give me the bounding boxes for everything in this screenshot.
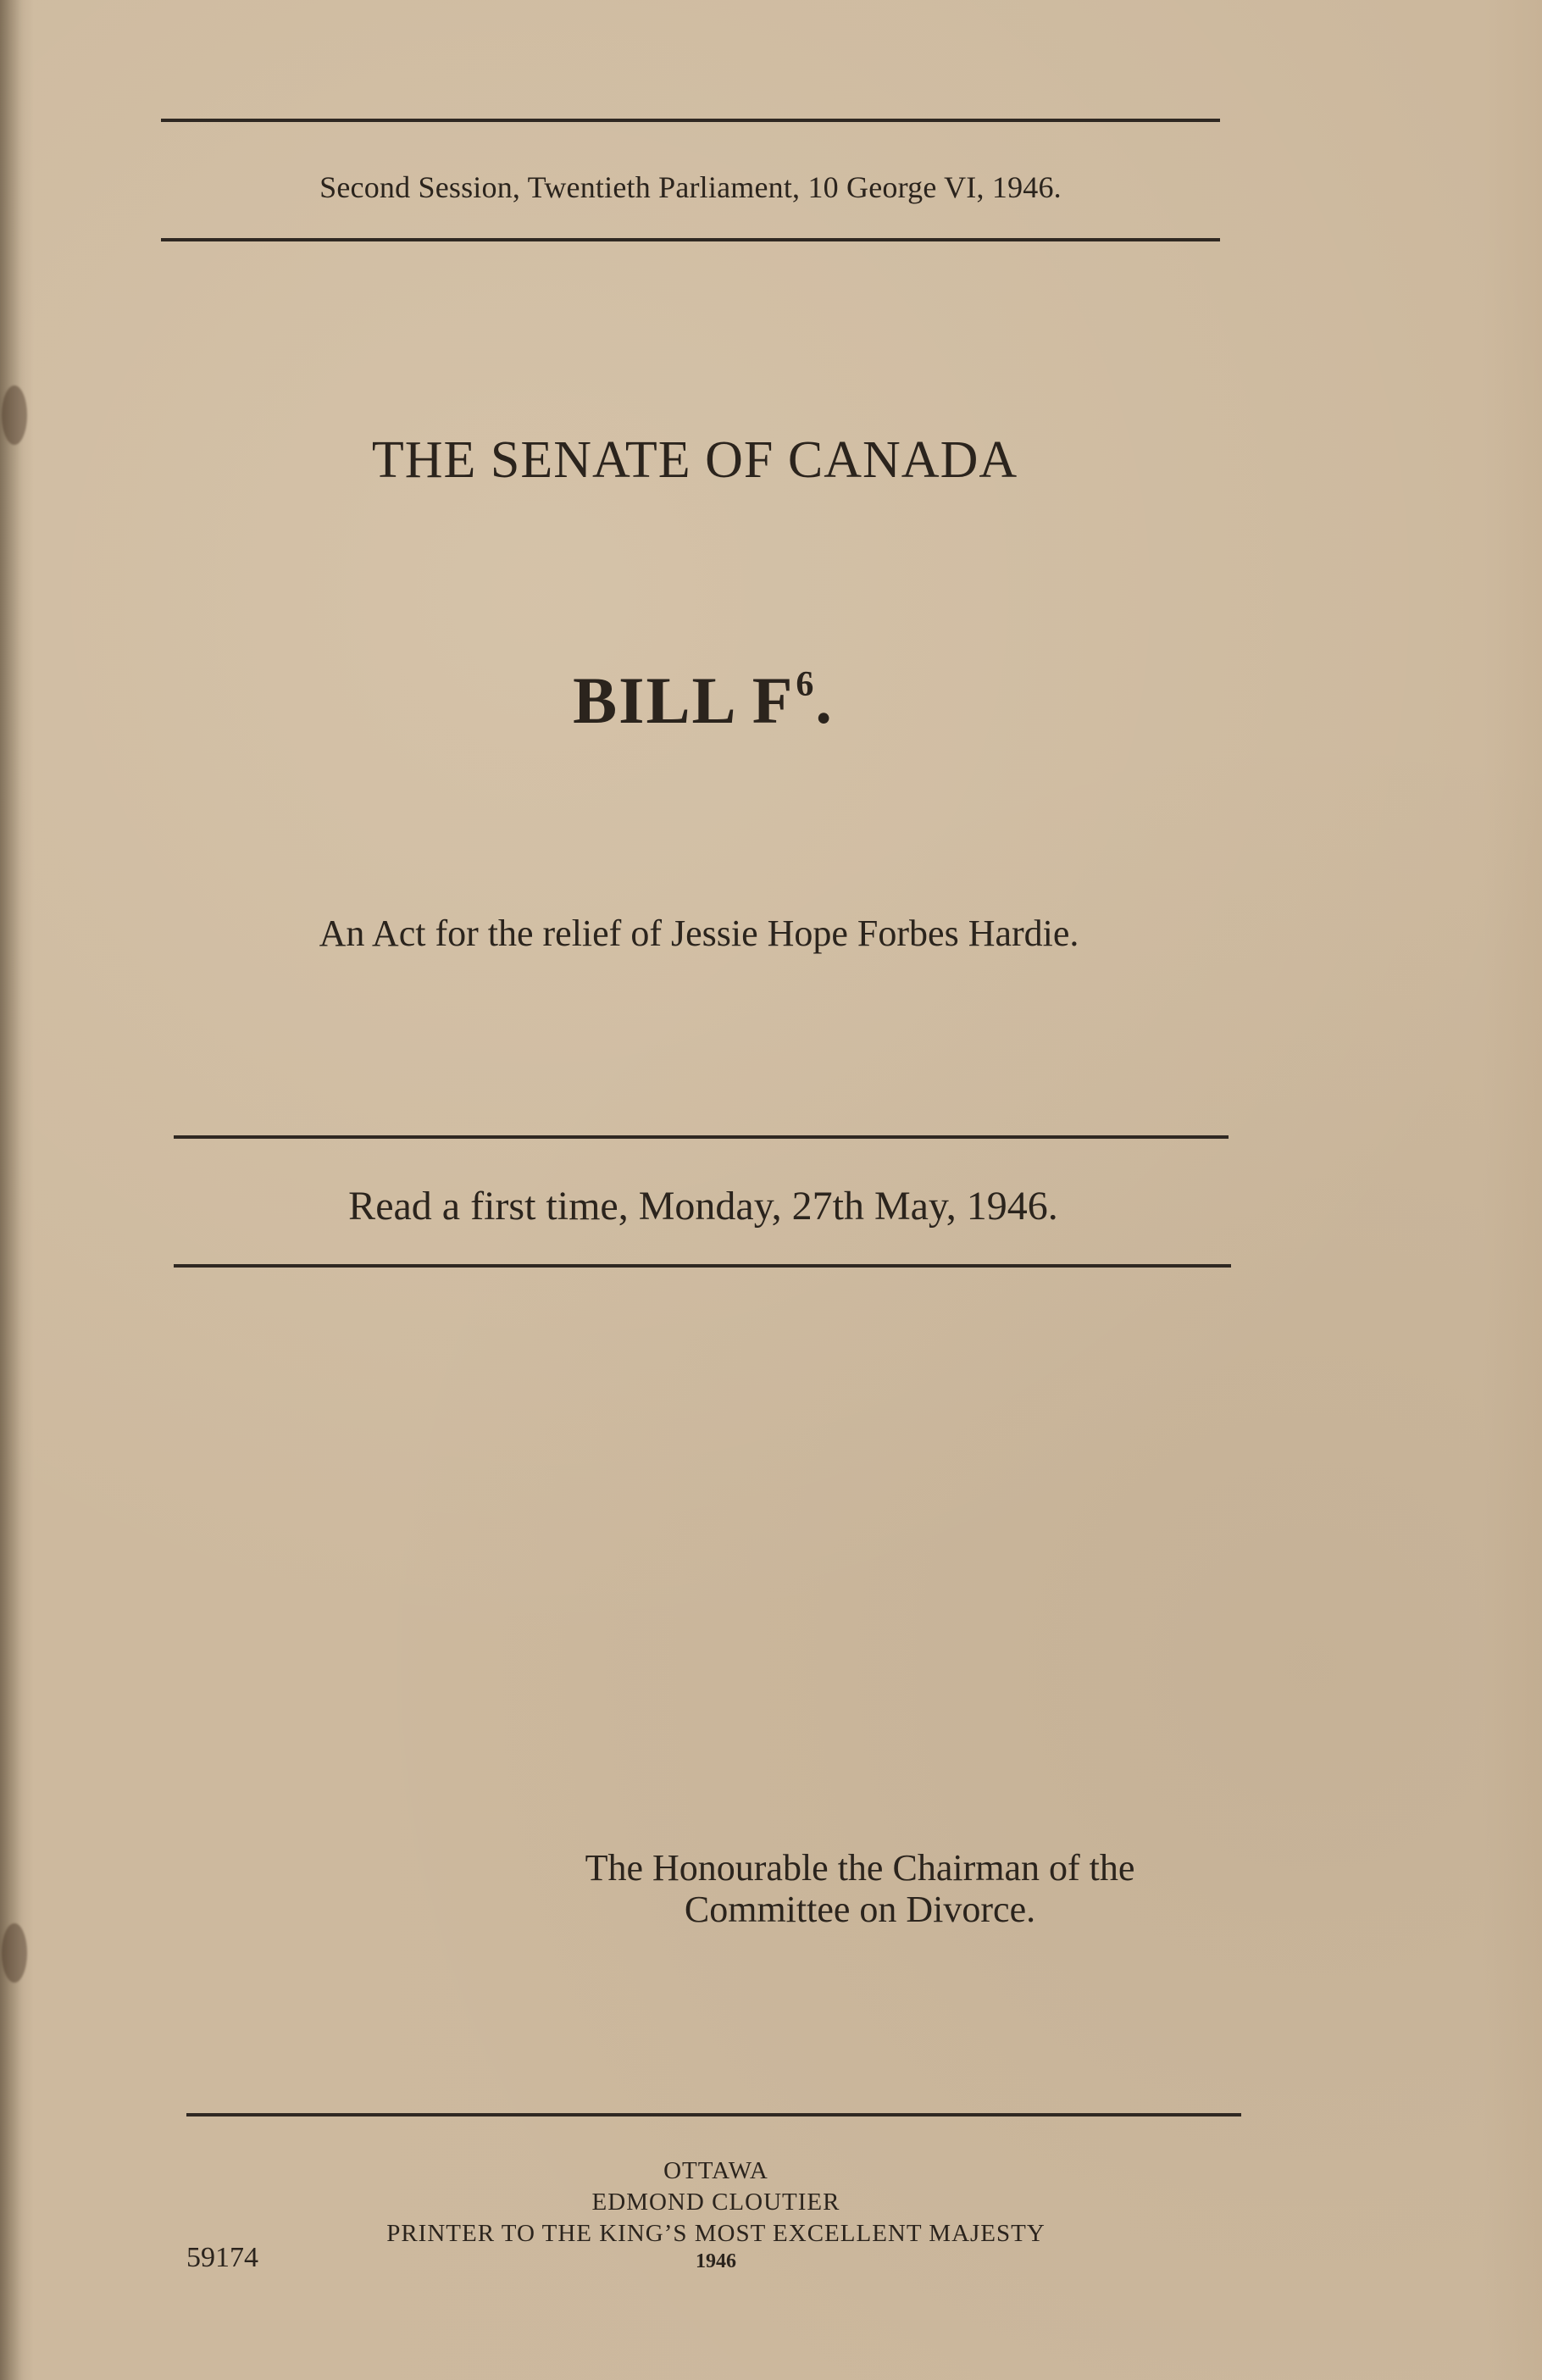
bill-number-suffix: . [815,663,834,737]
imprint-rule [186,2113,1241,2116]
reading-rule-lower [174,1264,1231,1268]
act-description: An Act for the relief of Jessie Hope Forbes Hardie. [319,913,1079,954]
binding-hole-top [2,386,27,445]
binding-shadow [0,0,34,2380]
sponsor-block [508,1847,1212,1931]
imprint-year: 1946 [696,2250,736,2273]
top-rule-upper [161,119,1220,122]
bill-number-prefix: BILL F [573,663,795,737]
binding-hole-bottom [2,1923,27,1983]
imprint-printer: EDMOND CLOUTIER [591,2188,840,2216]
bill-number [381,663,1025,739]
senate-heading: THE SENATE OF CANADA [371,431,1018,489]
imprint-block [254,2155,1178,2275]
sponsor-line-1: The Honourable the Chairman of the [585,1847,1135,1889]
imprint-printer-title: PRINTER TO THE KING’S MOST EXCELLENT MAJESTY [386,2219,1046,2247]
sponsor-line-2: Committee on Divorce. [684,1889,1036,1931]
imprint-city: OTTAWA [663,2157,768,2184]
top-rule-lower [161,238,1220,241]
first-reading-line: Read a first time, Monday, 27th May, 1946. [348,1184,1058,1229]
session-line: Second Session, Twentieth Parliament, 10 George VI, 1946. [319,170,1062,204]
reading-rule-upper [174,1135,1229,1139]
print-number: 59174 [186,2242,258,2273]
bill-number-superscript: 6 [796,665,816,704]
